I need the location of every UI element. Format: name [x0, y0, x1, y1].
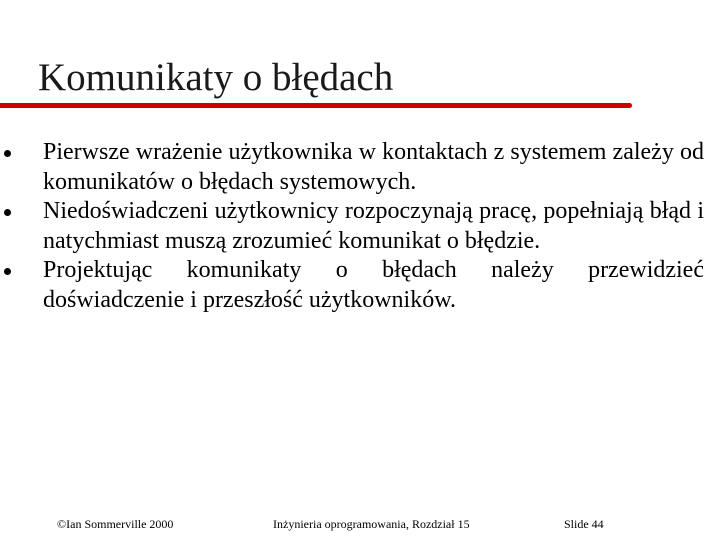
bullet-dot-icon — [4, 209, 11, 216]
bullet-dot-icon — [4, 268, 11, 275]
bullet-text: Pierwsze wrażenie użytkownika w kontaktach z systemem zależy od komunikatów o błędach systemowych. — [43, 139, 704, 195]
title-underline — [0, 103, 632, 108]
bullet-dot-icon — [4, 150, 11, 157]
footer-slide-number: Slide 44 — [564, 517, 604, 531]
bullet-item — [0, 197, 704, 256]
bullet-list — [0, 138, 720, 315]
bullet-item — [0, 256, 704, 315]
bullet-item — [0, 138, 704, 197]
slide-title: Komunikaty o błędach — [38, 56, 394, 99]
bullet-text: Projektując komunikaty o błędach należy przewidzieć doświadczenie i przeszłość użytkowników. — [43, 257, 704, 313]
footer-copyright: ©Ian Sommerville 2000 — [57, 517, 174, 531]
footer-course: Inżynieria oprogramowania, Rozdział 15 — [273, 517, 470, 531]
bullet-text: Niedoświadczeni użytkownicy rozpoczynają pracę, popełniają błąd i natychmiast muszą zrozumieć komunikat o błędzie. — [43, 198, 704, 254]
